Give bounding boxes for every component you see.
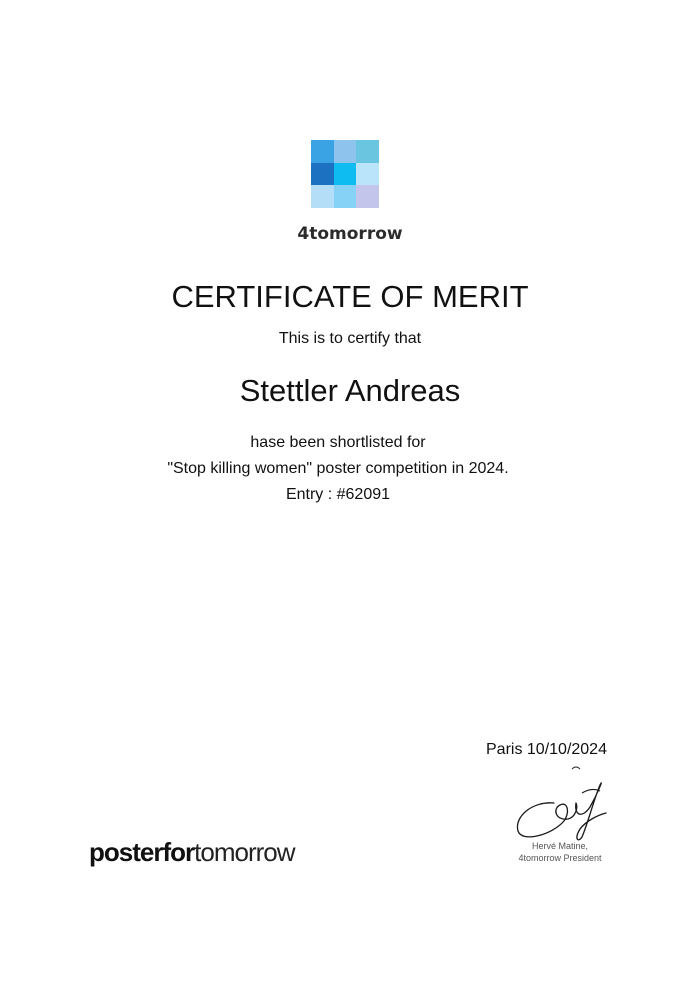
entry-number: Entry : #62091: [285, 486, 391, 503]
certify-intro: This is to certify that: [278, 330, 422, 347]
signer-name: Hervé Matine,: [531, 841, 589, 851]
logo-tile: [311, 185, 334, 208]
signature: [512, 763, 614, 843]
logo-tile: [334, 185, 357, 208]
logo-word-poster: poster: [89, 837, 163, 867]
logo-tile: [311, 163, 334, 186]
recipient-name: Stettler Andreas: [239, 373, 461, 408]
logo-tile: [356, 140, 379, 163]
place-date: Paris 10/10/2024: [486, 741, 607, 758]
logo-word-tomorrow: tomorrow: [194, 837, 295, 867]
certificate-title: CERTIFICATE OF MERIT: [171, 279, 529, 314]
posterfortomorrow-logo: [89, 837, 295, 868]
logo-tile: [356, 185, 379, 208]
4tomorrow-logo-mark: [311, 140, 379, 208]
logo-tile: [356, 163, 379, 186]
brand-name: 4tomorrow: [297, 224, 403, 244]
logo-tile: [334, 140, 357, 163]
competition-line: "Stop killing women" poster competition in 2024.: [167, 460, 509, 477]
signer-title: 4tomorrow President: [518, 853, 602, 863]
logo-word-for: for: [162, 837, 195, 867]
shortlist-line: hase been shortlisted for: [250, 434, 426, 451]
logo-tile: [334, 163, 357, 186]
logo-tile: [311, 140, 334, 163]
